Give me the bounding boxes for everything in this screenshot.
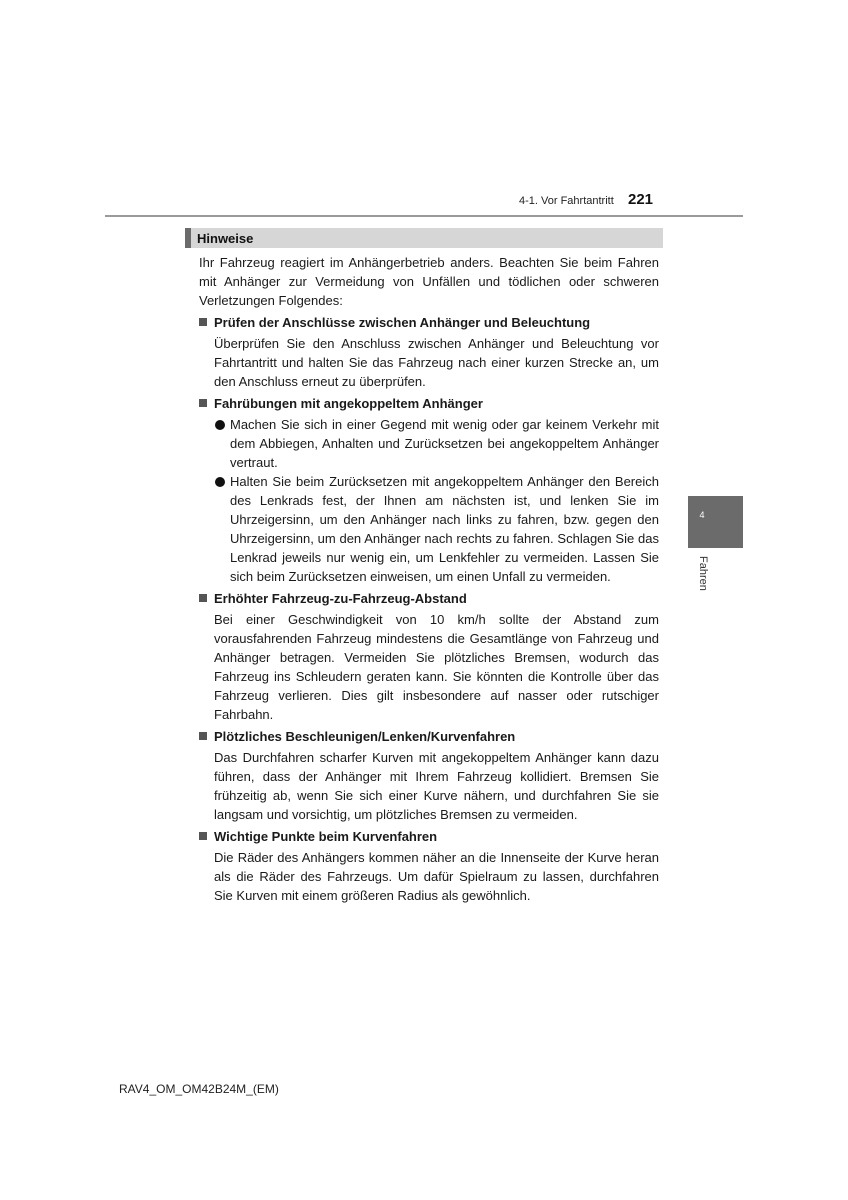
section-body: Überprüfen Sie den Anschluss zwischen Anhänger und Beleuchtung vor Fahrtantritt und halten Sie das Fahrzeug nach einer kurzen Strecke an, um den Anschluss erneut zu überprüfen.	[214, 336, 659, 389]
bullet-list	[199, 415, 659, 586]
notice-intro: Ihr Fahrzeug reagiert im Anhängerbetrieb anders. Beachten Sie beim Fahren mit Anhänger zur Vermeidung von Unfällen und tödlichen oder schweren Verletzungen Folgendes:	[199, 255, 659, 308]
section-heading-text: Erhöhter Fahrzeug-zu-Fahrzeug-Abstand	[214, 591, 467, 606]
square-bullet-icon	[199, 399, 207, 407]
section-heading-text: Plötzliches Beschleunigen/Lenken/Kurvenfahren	[214, 729, 516, 744]
square-bullet-icon	[199, 318, 207, 326]
section-body: Bei einer Geschwindigkeit von 10 km/h sollte der Abstand zum vorausfahrenden Fahrzeug mindestens die Gesamtlänge von Fahrzeug und Anhänger betragen. Vermeiden Sie plötzliches Bremsen, wodurch das Fahrzeug ins Schleudern geraten kann. Sie könnten die Kontrolle über das Fahrzeug verlieren. Dies gilt insbesondere auf nasser oder rutschiger Fahrbahn.	[214, 612, 659, 722]
section-practice	[199, 394, 659, 586]
section-body: Das Durchfahren scharfer Kurven mit angekoppeltem Anhänger kann dazu führen, dass der Anhänger mit Ihrem Fahrzeug kollidiert. Bremsen Sie frühzeitig ab, wenn Sie sich einer Kurve nähern, und durchfahren Sie sie langsam und vorsichtig, um plötzliches Bremsen zu vermeiden.	[214, 750, 659, 822]
bullet-item	[199, 472, 659, 586]
chapter-tab	[688, 496, 743, 548]
bullet-item	[199, 415, 659, 472]
notice-title-bar	[185, 228, 663, 248]
section-heading-text: Wichtige Punkte beim Kurvenfahren	[214, 829, 438, 844]
square-bullet-icon	[199, 832, 207, 840]
notice-accent	[185, 228, 191, 248]
section-heading-text: Prüfen der Anschlüsse zwischen Anhänger und Beleuchtung	[214, 315, 591, 330]
round-bullet-icon	[215, 477, 225, 487]
footer-document-code: RAV4_OM_OM42B24M_(EM)	[119, 1082, 279, 1096]
section-heading-text: Fahrübungen mit angekoppeltem Anhänger	[214, 396, 483, 411]
chapter-label: Fahren	[697, 556, 709, 591]
section-body: Die Räder des Anhängers kommen näher an die Innenseite der Kurve heran als die Räder des Fahrzeugs. Um dafür Spielraum zu lassen, durchfahren Sie Kurven mit einem größeren Radius als gewöhnlich.	[214, 850, 659, 903]
chapter-number: 4	[699, 510, 705, 520]
section-heading	[199, 589, 659, 608]
section-sudden-maneuvers	[199, 727, 659, 824]
square-bullet-icon	[199, 732, 207, 740]
square-bullet-icon	[199, 594, 207, 602]
section-heading	[199, 313, 659, 332]
bullet-text: Halten Sie beim Zurücksetzen mit angekoppeltem Anhänger den Bereich des Lenkrads fest, der Ihnen am nächsten ist, und lenken Sie im Uhrzeigersinn, um den Anhänger nach links zu fahren, bzw. gegen den Uhrzeigersinn, um den Anhänger nach rechts zu fahren. Schlagen Sie das Lenkrad jeweils nur wenig ein, um Lenkfehler zu vermeiden. Lassen Sie sich beim Zurücksetzen einweisen, um einen Unfall zu vermeiden.	[230, 474, 659, 584]
section-heading	[199, 827, 659, 846]
section-connections	[199, 313, 659, 391]
notice-content	[199, 253, 659, 908]
header-section-title: 4-1. Vor Fahrtantritt	[519, 195, 614, 207]
section-heading	[199, 394, 659, 413]
round-bullet-icon	[215, 420, 225, 430]
page-number: 221	[628, 191, 654, 208]
section-heading	[199, 727, 659, 746]
section-distance	[199, 589, 659, 724]
header-divider	[105, 215, 743, 217]
notice-title: Hinweise	[197, 231, 254, 246]
bullet-text: Machen Sie sich in einer Gegend mit wenig oder gar keinem Verkehr mit dem Abbiegen, Anhalten und Zurücksetzen bei angekoppeltem Anhänger vertraut.	[230, 417, 659, 470]
section-cornering	[199, 827, 659, 905]
